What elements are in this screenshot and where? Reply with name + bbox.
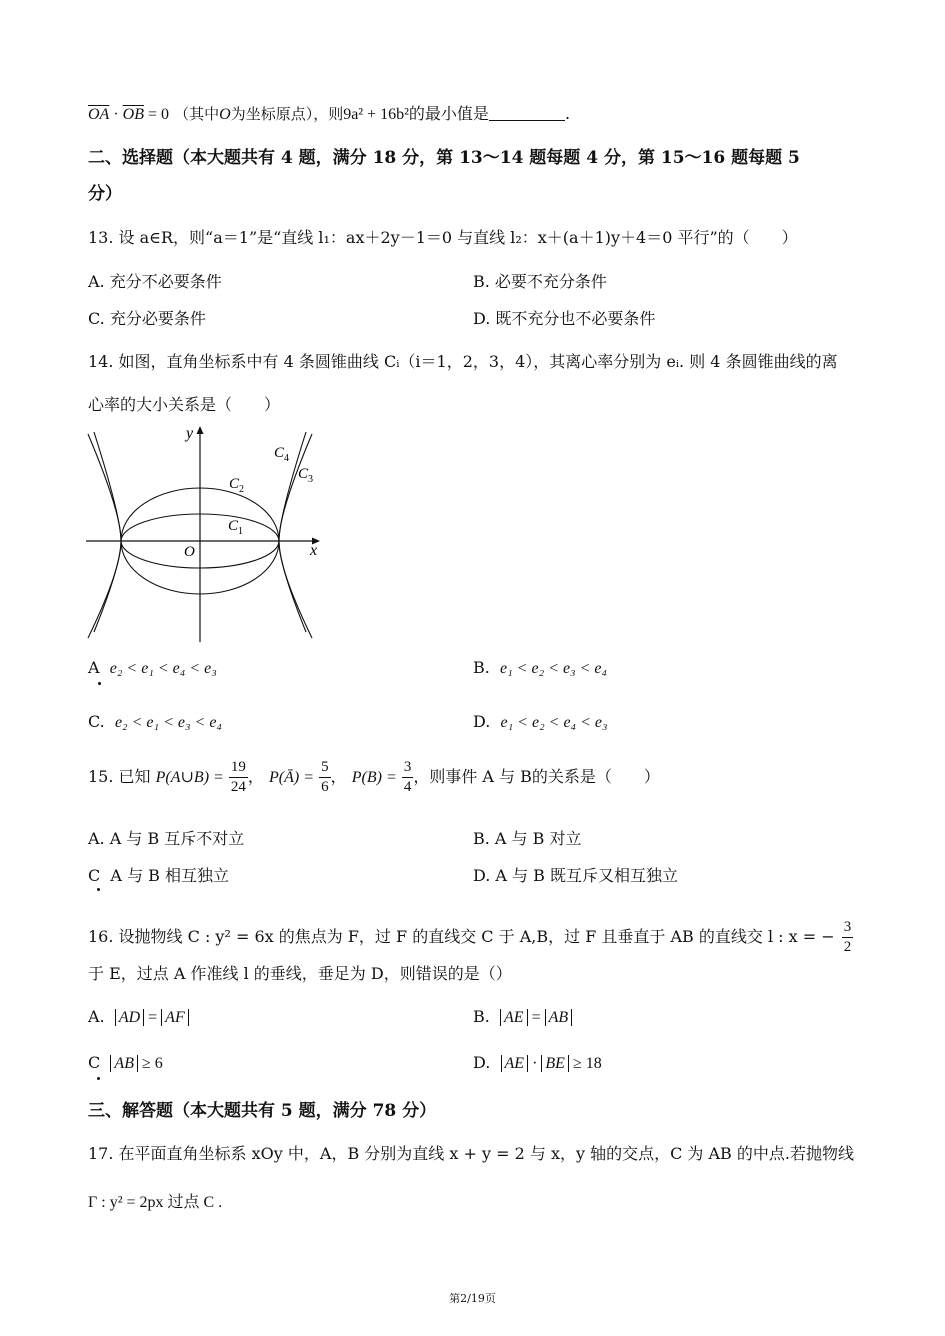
q16-c-label: C	[88, 1053, 101, 1072]
fraction-19-24: $\frac{19}{24}$	[230, 759, 246, 795]
fraction-5-6: $\frac{5}{6}$	[321, 759, 329, 795]
section2-heading-cont: 分）	[88, 184, 122, 204]
section3-heading: 三、解答题（本大题共有 5 题，满分 78 分）	[88, 1101, 437, 1121]
q14-option-c	[88, 712, 222, 732]
hyperbola-c3-left	[94, 432, 121, 632]
q13-option-b: B. 必要不充分条件	[473, 272, 607, 291]
paren-close: 为坐标原点），则	[230, 105, 344, 123]
q13-option-d: D. 既不充分也不必要条件	[473, 309, 656, 328]
conic-figure	[86, 422, 331, 644]
min-tail: 的最小值是	[408, 104, 489, 123]
option-dot	[97, 888, 100, 891]
label-o: O	[184, 544, 195, 560]
q16-stem-text: 16. 设抛物线 C : y² = 6x 的焦点为 F，过 F 的直线交 C 于 A,B，过 F 且垂直于 AB 的直线交 l : x = −	[88, 927, 835, 946]
fraction-3-4: $\frac{3}{4}$	[403, 759, 412, 795]
q15-option-d: D. A 与 B 既互斥又相互独立	[473, 866, 679, 885]
vector-oa: $\overline{OA}$	[88, 106, 110, 123]
period: .	[564, 104, 571, 123]
q15-p-b: P(B) =	[351, 769, 397, 786]
fraction-3-2: $\frac{3}{2}$	[843, 919, 852, 955]
q15-tail: ，则事件 A 与 B的关系是（ ）	[413, 767, 660, 786]
q16-option-b: B. AE = AB	[473, 1007, 572, 1027]
q15-p-union: P(A∪B) =	[155, 769, 224, 786]
label-c1: $C_1$	[228, 518, 244, 537]
q17-stem-line2: Γ : y² = 2px 过点 C .	[88, 1194, 223, 1211]
q14-b-expr: e₁ < e₂ < e₃ < e₄	[500, 660, 608, 677]
section2-heading: 二、选择题（本大题共有 4 题，满分 18 分，第 13～14 题每题 4 分，第 15～16 题每题 5	[88, 148, 800, 168]
abs-ab: AB	[545, 1009, 573, 1026]
q14-c-expr: e₂ < e₁ < e₃ < e₄	[114, 714, 222, 731]
q16-b-label: B.	[473, 1007, 490, 1026]
q14-option-d	[473, 712, 608, 732]
q15-c-text: A 与 B 相互独立	[110, 866, 229, 885]
label-c2: $C_2$	[229, 476, 245, 495]
option-dot	[97, 1077, 100, 1080]
q16-a-label: A.	[88, 1007, 105, 1026]
q17-stem-line1: 17. 在平面直角坐标系 xOy 中，A，B 分别为直线 x + y = 2 与 x，y 轴的交点，C 为 AB 的中点.若抛物线	[88, 1144, 854, 1163]
q14-d-expr: e₁ < e₂ < e₄ < e₃	[500, 714, 608, 731]
q13-option-c: C. 充分必要条件	[88, 309, 206, 328]
q14-stem-line2: 心率的大小关系是（ ）	[88, 395, 281, 414]
q14-option-b	[473, 658, 607, 678]
q15-stem: 15. 已知 P(A∪B) = $\frac{19}{24}$ ， P(Ā) = $\frac{5}{6}$ ， P(B) = $\frac{3}{4}$ ，则事件 A 与 B的关系是（ ）	[88, 759, 660, 795]
q15-option-b: B. A 与 B 对立	[473, 829, 582, 848]
q14-a-expr: e₂ < e₁ < e₄ < e₃	[109, 660, 217, 677]
q13-stem: 13. 设 a∈R，则“a＝1”是“直线 l₁：ax＋2y－1＝0 与直线 l₂：x＋(a＋1)y＋4＝0 平行”的（ ）	[88, 228, 798, 247]
eq-zero: = 0	[143, 106, 170, 123]
label-c4: $C_4$	[274, 445, 290, 464]
q14-stem-line1: 14. 如图，直角坐标系中有 4 条圆锥曲线 Cᵢ（i＝1，2，3，4），其离心率分别为 eᵢ. 则 4 条圆锥曲线的离	[88, 352, 838, 371]
abs-af: AF	[161, 1009, 189, 1026]
abs-ab: AB	[110, 1055, 138, 1072]
label-x: x	[310, 542, 318, 559]
q16-option-a: A. AD = AF	[88, 1007, 189, 1027]
q14-d-label: D.	[473, 712, 491, 731]
abs-ae: AE	[501, 1055, 529, 1072]
paren-open: （其中	[174, 105, 220, 123]
answer-blank	[489, 106, 565, 121]
q13-option-a: A. 充分不必要条件	[88, 272, 222, 291]
origin-o: O	[219, 106, 231, 123]
q15-option-c	[88, 866, 229, 885]
label-y: y	[186, 425, 194, 442]
q15-c-label: C	[88, 866, 101, 885]
q16-option-c: C AB ≥ 6	[88, 1053, 163, 1072]
label-c3: $C_3$	[298, 466, 314, 485]
q14-c-label: C.	[88, 712, 105, 731]
q12-tail-line: $\overline{OA} \cdot \overline{OB} = 0$ （其中O为坐标原点），则9a² + 16b²的最小值是 .	[88, 104, 571, 123]
q15-option-a: A. A 与 B 互斥不对立	[88, 829, 245, 848]
abs-be: BE	[541, 1055, 569, 1072]
q14-option-a	[88, 658, 217, 678]
abs-ae: AE	[500, 1009, 528, 1026]
q14-a-label: A	[88, 658, 100, 677]
q16-d-label: D.	[473, 1053, 491, 1072]
page-number: 第2/19页	[449, 1292, 496, 1305]
min-expression: 9a² + 16b²	[343, 106, 409, 123]
q16-option-d: D. AE · BE ≥ 18	[473, 1053, 602, 1072]
option-dot	[98, 682, 101, 685]
vector-ob: $\overline{OB}$	[122, 106, 144, 123]
q15-p-a-bar: P(Ā) =	[269, 769, 315, 786]
q16-stem-line2: 于 E，过点 A 作准线 l 的垂线，垂足为 D，则错误的是（）	[88, 964, 512, 983]
q15-lead: 15. 已知	[88, 767, 151, 786]
q16-stem-line1	[88, 920, 853, 955]
y-axis-arrow	[197, 426, 204, 434]
q14-b-label: B.	[473, 658, 490, 677]
abs-ad: AD	[115, 1009, 144, 1026]
